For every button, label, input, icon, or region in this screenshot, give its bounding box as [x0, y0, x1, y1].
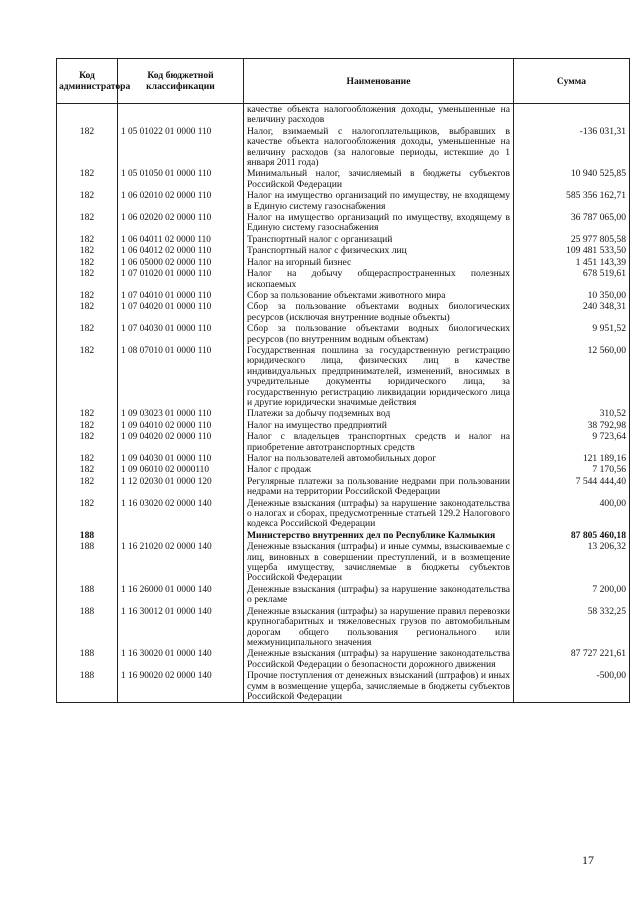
cell-name: Министерство внутренних дел по Республике Калмыкия: [244, 530, 514, 541]
cell-sum: 87 805 460,18: [514, 530, 630, 541]
cell-sum: 121 189,16: [514, 453, 630, 464]
cell-sum: 9 723,64: [514, 431, 630, 453]
cell-sum: 9 951,52: [514, 323, 630, 345]
cell-name: Сбор за пользование объектами водных биологических ресурсов (исключая внутренние водные объекты): [244, 301, 514, 323]
cell-sum: -136 031,31: [514, 126, 630, 169]
cell-budget-code: 1 08 07010 01 0000 110: [118, 345, 244, 408]
cell-sum: 240 348,31: [514, 301, 630, 323]
cell-admin-code: 182: [57, 464, 118, 475]
table-row: [57, 606, 630, 649]
cell-budget-code: 1 16 03020 02 0000 140: [118, 498, 244, 530]
cell-sum: [514, 104, 630, 126]
cell-sum: 400,00: [514, 498, 630, 530]
cell-name: Прочие поступления от денежных взысканий (штрафов) и иных сумм в возмещение ущерба, зачисляемые в бюджеты субъектов Российской Федерации: [244, 670, 514, 703]
table-row: [57, 498, 630, 530]
table-row: [57, 408, 630, 419]
table-row: [57, 453, 630, 464]
cell-sum: 7 170,56: [514, 464, 630, 475]
cell-sum: 58 332,25: [514, 606, 630, 649]
cell-sum: 109 481 533,50: [514, 245, 630, 256]
cell-sum: 7 200,00: [514, 584, 630, 606]
cell-budget-code: 1 06 04012 02 0000 110: [118, 245, 244, 256]
cell-name: Налог на имущество организаций по имуществу, входящему в Единую систему газоснабжения: [244, 212, 514, 234]
cell-admin-code: 182: [57, 431, 118, 453]
table-row: [57, 212, 630, 234]
cell-budget-code: 1 09 04020 02 0000 110: [118, 431, 244, 453]
cell-admin-code: 182: [57, 408, 118, 419]
cell-sum: 10 940 525,85: [514, 168, 630, 190]
cell-admin-code: 188: [57, 670, 118, 703]
cell-budget-code: 1 06 04011 02 0000 110: [118, 234, 244, 245]
cell-sum: 87 727 221,61: [514, 648, 630, 670]
cell-sum: 7 544 444,40: [514, 476, 630, 498]
cell-budget-code: 1 16 30012 01 0000 140: [118, 606, 244, 649]
cell-name: Денежные взыскания (штрафы) и иные суммы, взыскиваемые с лиц, виновных в совершении преступлений, и в возмещение ущерба имуществу, зачисляемые в бюджеты субъектов Российской Федерации: [244, 541, 514, 584]
header-sum: Сумма: [514, 59, 630, 104]
table-row: [57, 464, 630, 475]
cell-admin-code: 182: [57, 323, 118, 345]
table-row: [57, 670, 630, 703]
cell-name: Минимальный налог, зачисляемый в бюджеты субъектов Российской Федерации: [244, 168, 514, 190]
table-row: [57, 301, 630, 323]
cell-admin-code: 182: [57, 301, 118, 323]
header-budget-code: Код бюджетной классификации: [118, 59, 244, 104]
cell-budget-code: 1 16 90020 02 0000 140: [118, 670, 244, 703]
table-row: [57, 476, 630, 498]
table-row: [57, 431, 630, 453]
cell-budget-code: [118, 104, 244, 126]
table-row: [57, 257, 630, 268]
cell-name: Транспортный налог с физических лиц: [244, 245, 514, 256]
cell-name: Налог на добычу общераспространенных полезных ископаемых: [244, 268, 514, 290]
cell-admin-code: [57, 104, 118, 126]
page-number: 17: [582, 853, 594, 867]
table-row: [57, 245, 630, 256]
cell-name: Регулярные платежи за пользование недрами при пользовании недрами на территории Российской Федерации: [244, 476, 514, 498]
cell-sum: 13 206,32: [514, 541, 630, 584]
cell-sum: 310,52: [514, 408, 630, 419]
budget-table: [56, 58, 630, 703]
cell-admin-code: 182: [57, 345, 118, 408]
table-row: [57, 345, 630, 408]
cell-sum: 678 519,61: [514, 268, 630, 290]
cell-budget-code: 1 09 04010 02 0000 110: [118, 420, 244, 431]
cell-budget-code: 1 16 26000 01 0000 140: [118, 584, 244, 606]
cell-budget-code: 1 07 01020 01 0000 110: [118, 268, 244, 290]
cell-name: Налог на игорный бизнес: [244, 257, 514, 268]
cell-admin-code: 188: [57, 584, 118, 606]
cell-budget-code: 1 16 21020 02 0000 140: [118, 541, 244, 584]
cell-budget-code: 1 12 02030 01 0000 120: [118, 476, 244, 498]
table-row: [57, 584, 630, 606]
cell-admin-code: 182: [57, 234, 118, 245]
cell-budget-code: 1 16 30020 01 0000 140: [118, 648, 244, 670]
cell-name: Денежные взыскания (штрафы) за нарушение правил перевозки крупногабаритных и тяжеловесных грузов по автомобильным дорогам общего пользования регионального или межмуниципального значения: [244, 606, 514, 649]
cell-budget-code: 1 06 02020 02 0000 110: [118, 212, 244, 234]
cell-budget-code: 1 06 02010 02 0000 110: [118, 190, 244, 212]
cell-admin-code: 182: [57, 126, 118, 169]
cell-name: Платежи за добычу подземных вод: [244, 408, 514, 419]
table-row: [57, 234, 630, 245]
cell-budget-code: 1 09 04030 01 0000 110: [118, 453, 244, 464]
table-row: [57, 190, 630, 212]
header-admin-code: Код администратора: [57, 59, 118, 104]
cell-admin-code: 182: [57, 476, 118, 498]
cell-budget-code: 1 09 06010 02 0000110: [118, 464, 244, 475]
cell-budget-code: 1 07 04030 01 0000 110: [118, 323, 244, 345]
cell-sum: 10 350,00: [514, 290, 630, 301]
cell-sum: 36 787 065,00: [514, 212, 630, 234]
cell-admin-code: 182: [57, 212, 118, 234]
cell-admin-code: 182: [57, 420, 118, 431]
cell-sum: 25 977 805,58: [514, 234, 630, 245]
cell-name: Налог с продаж: [244, 464, 514, 475]
cell-admin-code: 182: [57, 290, 118, 301]
cell-admin-code: 182: [57, 498, 118, 530]
cell-admin-code: 188: [57, 606, 118, 649]
table-row: [57, 530, 630, 541]
cell-budget-code: 1 07 04010 01 0000 110: [118, 290, 244, 301]
header-name: Наименование: [244, 59, 514, 104]
cell-admin-code: 188: [57, 541, 118, 584]
cell-budget-code: [118, 530, 244, 541]
cell-name: Налог с владельцев транспортных средств и налог на приобретение автотранспортных средств: [244, 431, 514, 453]
cell-admin-code: 182: [57, 168, 118, 190]
table-row: [57, 290, 630, 301]
cell-sum: 585 356 162,71: [514, 190, 630, 212]
cell-admin-code: 188: [57, 530, 118, 541]
cell-name: Денежные взыскания (штрафы) за нарушение законодательства о рекламе: [244, 584, 514, 606]
cell-sum: -500,00: [514, 670, 630, 703]
cell-name: Сбор за пользование объектами водных биологических ресурсов (по внутренним водным объектам): [244, 323, 514, 345]
cell-budget-code: 1 07 04020 01 0000 110: [118, 301, 244, 323]
cell-name: Денежные взыскания (штрафы) за нарушение законодательства Российской Федерации о безопасности дорожного движения: [244, 648, 514, 670]
cell-admin-code: 182: [57, 190, 118, 212]
cell-sum: 1 451 143,39: [514, 257, 630, 268]
table-row: [57, 541, 630, 584]
cell-admin-code: 182: [57, 257, 118, 268]
cell-sum: 38 792,98: [514, 420, 630, 431]
cell-name: Транспортный налог с организаций: [244, 234, 514, 245]
cell-name: Налог на имущество предприятий: [244, 420, 514, 431]
table-row: [57, 648, 630, 670]
cell-admin-code: 182: [57, 268, 118, 290]
cell-name: Денежные взыскания (штрафы) за нарушение законодательства о налогах и сборах, предусмотренные статьей 129.2 Налогового кодекса Российской Федерации: [244, 498, 514, 530]
table-body: [57, 104, 630, 703]
cell-name: Налог, взимаемый с налогоплательщиков, выбравших в качестве объекта налогообложения доходы, уменьшенные на величину расходов (за налоговые периоды, истекшие до 1 января 2011 года): [244, 126, 514, 169]
cell-budget-code: 1 05 01050 01 0000 110: [118, 168, 244, 190]
table-header-row: [57, 59, 630, 104]
table-row: [57, 268, 630, 290]
cell-admin-code: 182: [57, 245, 118, 256]
table-row: [57, 420, 630, 431]
cell-name: качестве объекта налогообложения доходы, уменьшенные на величину расходов: [244, 104, 514, 126]
table-row: [57, 126, 630, 169]
cell-name: Сбор за пользование объектами животного мира: [244, 290, 514, 301]
table-row: [57, 168, 630, 190]
table-row: [57, 323, 630, 345]
table-row: [57, 104, 630, 126]
cell-name: Государственная пошлина за государственную регистрацию юридического лица, физических лиц в качестве индивидуальных предпринимателей, изменений, вносимых в учредительные документы юридического лица, за государственную регистрацию ликвидации юридического лица и другие юридически значимые действия: [244, 345, 514, 408]
cell-admin-code: 188: [57, 648, 118, 670]
cell-name: Налог на имущество организаций по имуществу, не входящему в Единую систему газоснабжения: [244, 190, 514, 212]
cell-name: Налог на пользователей автомобильных дорог: [244, 453, 514, 464]
cell-admin-code: 182: [57, 453, 118, 464]
cell-budget-code: 1 09 03023 01 0000 110: [118, 408, 244, 419]
cell-budget-code: 1 05 01022 01 0000 110: [118, 126, 244, 169]
cell-budget-code: 1 06 05000 02 0000 110: [118, 257, 244, 268]
cell-sum: 12 560,00: [514, 345, 630, 408]
